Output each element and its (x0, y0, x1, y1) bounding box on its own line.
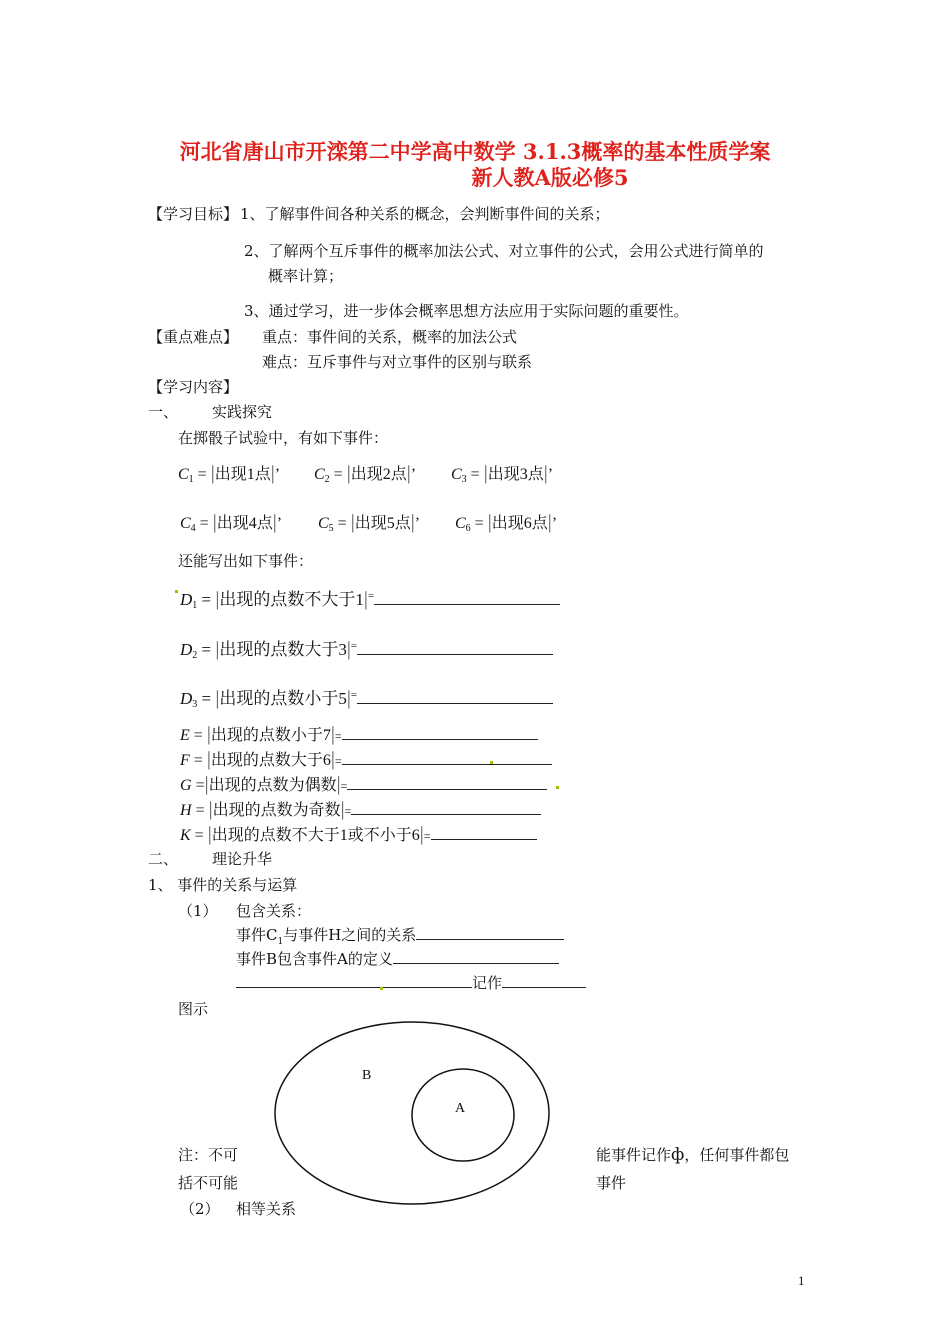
objective-2a: 2、了解两个互斥事件的概率加法公式、对立事件的公式，会用公式进行简单的 (244, 242, 764, 260)
event-c1: $C_1$ = |出现1点|’ (178, 462, 281, 485)
event-d3: $D_3$ = |出现的点数小于5|= (180, 684, 553, 716)
keypoints-label: 【重点难点】 (148, 328, 239, 346)
line-definition: 事件B包含事件A的定义 (236, 949, 559, 969)
event-c6: $C_6$ = |出现6点|’ (455, 511, 558, 534)
title-line-1: 河北省唐山市开滦第二中学高中数学 3.1.3概率的基本性质学案 (179, 139, 771, 164)
event-c5: $C_5$ = |出现5点|’ (318, 511, 421, 534)
section2-sub1: 1、 事件的关系与运算 (148, 876, 298, 894)
item2-number: （2） (180, 1200, 220, 1218)
objective-3: 3、通过学习，进一步体会概率思想方法应用于实际问题的重要性。 (244, 302, 689, 320)
line-c1-h: 事件$C_1$与事件H之间的关系 (236, 925, 564, 952)
line-notation: 记作 (236, 973, 586, 993)
section1-number: 一、 (148, 403, 179, 421)
section2-heading: 理论升华 (212, 850, 273, 868)
section1-also: 还能写出如下事件： (178, 552, 314, 570)
diagram-label: 图示 (178, 1000, 209, 1018)
set-b-label: B (362, 1068, 372, 1083)
event-d2: $D_2$ = |出现的点数大于3|= (180, 635, 553, 667)
section1-intro: 在掷骰子试验中，有如下事件： (178, 429, 389, 447)
content-label: 【学习内容】 (148, 378, 239, 396)
item1-title: 包含关系： (236, 902, 312, 920)
event-d1: $D_1$ = |出现的点数不大于1|= (180, 585, 560, 617)
title-line-2: 新人教A版必修5 (471, 165, 629, 190)
section2-number: 二、 (148, 850, 179, 868)
event-e: E = |出现的点数小于7|= (180, 723, 538, 747)
event-c2: $C_2$ = |出现2点|’ (314, 462, 417, 485)
note-right-1: 能事件记作ф，任何事件都包 (596, 1145, 790, 1165)
keypoint-key: 重点：事件间的关系，概率的加法公式 (262, 328, 518, 346)
objective-1: 1、了解事件间各种关系的概念，会判断事件间的关系； (240, 205, 610, 223)
item1-number: （1） (178, 902, 218, 920)
event-k: K = |出现的点数不大于1或不小于6|= (180, 823, 537, 847)
page-number: 1 (798, 1273, 805, 1288)
keypoint-difficulty: 难点：互斥事件与对立事件的区别与联系 (262, 353, 533, 371)
event-c4: $C_4$ = |出现4点|’ (180, 511, 283, 534)
note-right-2: 事件 (596, 1174, 627, 1192)
objective-2b: 概率计算； (268, 267, 344, 285)
section1-heading: 实践探究 (212, 403, 273, 421)
event-g: G =|出现的点数为偶数|= (180, 773, 547, 797)
event-h: H = |出现的点数为奇数|= (180, 798, 541, 822)
item2-title: 相等关系 (236, 1200, 297, 1218)
event-c3: $C_3$ = |出现3点|’ (451, 462, 554, 485)
note-left-1: 注：不可 (178, 1146, 239, 1164)
objectives-label: 【学习目标】 (148, 205, 239, 223)
note-left-2: 括不可能 (178, 1174, 239, 1192)
event-f: F = |出现的点数大于6|= (180, 748, 552, 772)
set-a-label: A (455, 1101, 466, 1116)
